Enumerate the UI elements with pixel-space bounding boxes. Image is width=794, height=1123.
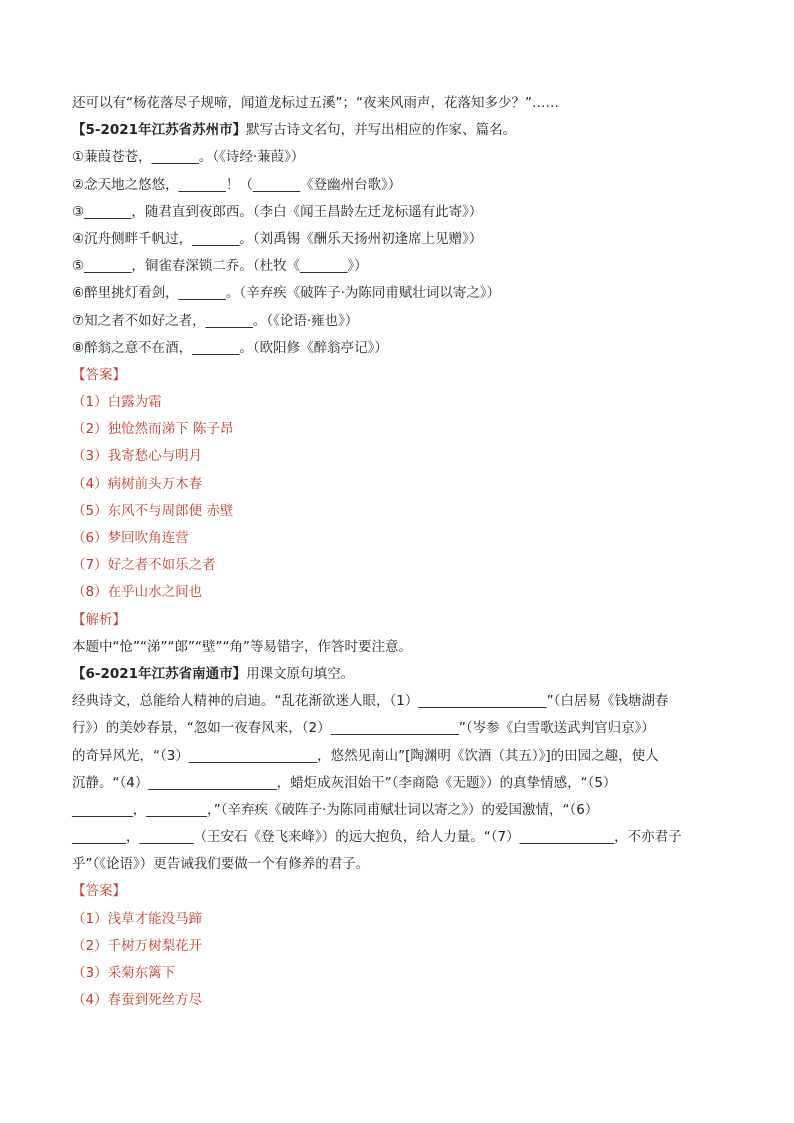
q6-text-line: 沉静。“（4）___________________，蜡炬成灰泪始干”（李商隐《无题》）的真挚情感，“（5） xyxy=(72,774,617,791)
document-page xyxy=(72,90,732,1014)
q6-text-line: 行》）的美妙春景，“忽如一夜春风来，（2）___________________”（岑参《白雪歌送武判官归京》） xyxy=(72,720,655,737)
question-6-prompt: 用课文原句填空。 xyxy=(246,665,355,682)
intro-line: 还可以有“杨花落尽子规啼，闻道龙标过五溪”；“夜来风雨声，花落知多少？”…… xyxy=(72,95,559,111)
q5-answer: （6）梦回吹角连营 xyxy=(72,530,189,546)
q6-answer-tag: 【答案】 xyxy=(72,883,126,900)
q6-text-line: 乎”（《论语》）更告诫我们要做一个有修养的君子。 xyxy=(72,856,370,873)
q5-answer: （3）我寄愁心与明月 xyxy=(72,448,203,465)
question-6-header xyxy=(72,661,732,688)
q6-text-line: 经典诗文，总能给人精神的启迪。“乱花渐欲迷人眼，（1）___________________”（白居易《钱塘湖春 xyxy=(72,693,669,710)
q5-item: ⑦知之者不如好之者，_______。（《论语·雍也》） xyxy=(72,312,359,329)
q6-text-line: _________，_________，”（辛弃疾《破阵子·为陈同甫赋壮词以寄之》）的爱国激情，“（6） xyxy=(72,801,599,818)
q5-item: ⑧醉翁之意不在酒，_______。（欧阳修《醉翁亭记》） xyxy=(72,339,388,356)
q6-text-line: ________，________（王安石《登飞来峰》）的远大抱负，给人力量。“（7）______________，不亦君子 xyxy=(72,829,682,846)
q5-answer: （7）好之者不如乐之者 xyxy=(72,557,216,574)
question-6-label: 【6-2021年江苏省南通市】 xyxy=(72,665,247,682)
q5-answer: （1）白露为霜 xyxy=(72,394,162,411)
q6-answer: （1）浅草才能没马蹄 xyxy=(72,910,203,927)
q5-item: ②念天地之悠悠，_______！（_______《登幽州台歌》） xyxy=(72,176,402,193)
q6-text-line: 的奇异风光，“（3）___________________，悠然见南山”[陶渊明《饮酒（其五）》]的田园之趣，使人 xyxy=(72,747,659,764)
q5-answer: （5）东风不与周郎便 赤壁 xyxy=(72,502,234,519)
q5-item: ⑥醉里挑灯看剑，_______。（辛弃疾《破阵子·为陈同甫赋壮词以寄之》） xyxy=(72,285,501,302)
q5-item: ③_______，随君直到夜郎西。（李白《闻王昌龄左迁龙标遥有此寄》） xyxy=(72,203,483,220)
q5-analysis: 本题中“怆”“涕”“郎”“壁”“角”等易错字，作答时要注意。 xyxy=(72,638,412,655)
q5-item: ①蒹葭苍苍，_______。（《诗经·蒹葭》） xyxy=(72,149,305,166)
question-5-prompt: 默写古诗文名句，并写出相应的作家、篇名。 xyxy=(246,122,517,139)
q5-answer: （8）在乎山水之间也 xyxy=(72,584,203,601)
q5-answer: （2）独怆然而涕下 陈子昂 xyxy=(72,421,234,438)
q6-answer: （3）采菊东篱下 xyxy=(72,965,176,981)
question-5-label: 【5-2021年江苏省苏州市】 xyxy=(72,122,247,139)
q5-item: ⑤_______，铜雀春深锁二乔。（杜牧《_______》） xyxy=(72,258,368,275)
q5-analysis-tag: 【解析】 xyxy=(72,611,126,628)
q5-answer-tag: 【答案】 xyxy=(72,366,126,383)
q5-item: ④沉舟侧畔千帆过，_______。（刘禹锡《酬乐天扬州初逢席上见赠》） xyxy=(72,230,483,247)
q6-answer: （4）春蚕到死丝方尽 xyxy=(72,992,203,1009)
q6-answer: （2）千树万树梨花开 xyxy=(72,937,203,954)
question-5-header xyxy=(72,117,732,144)
q5-answer: （4）病树前头万木春 xyxy=(72,475,203,492)
